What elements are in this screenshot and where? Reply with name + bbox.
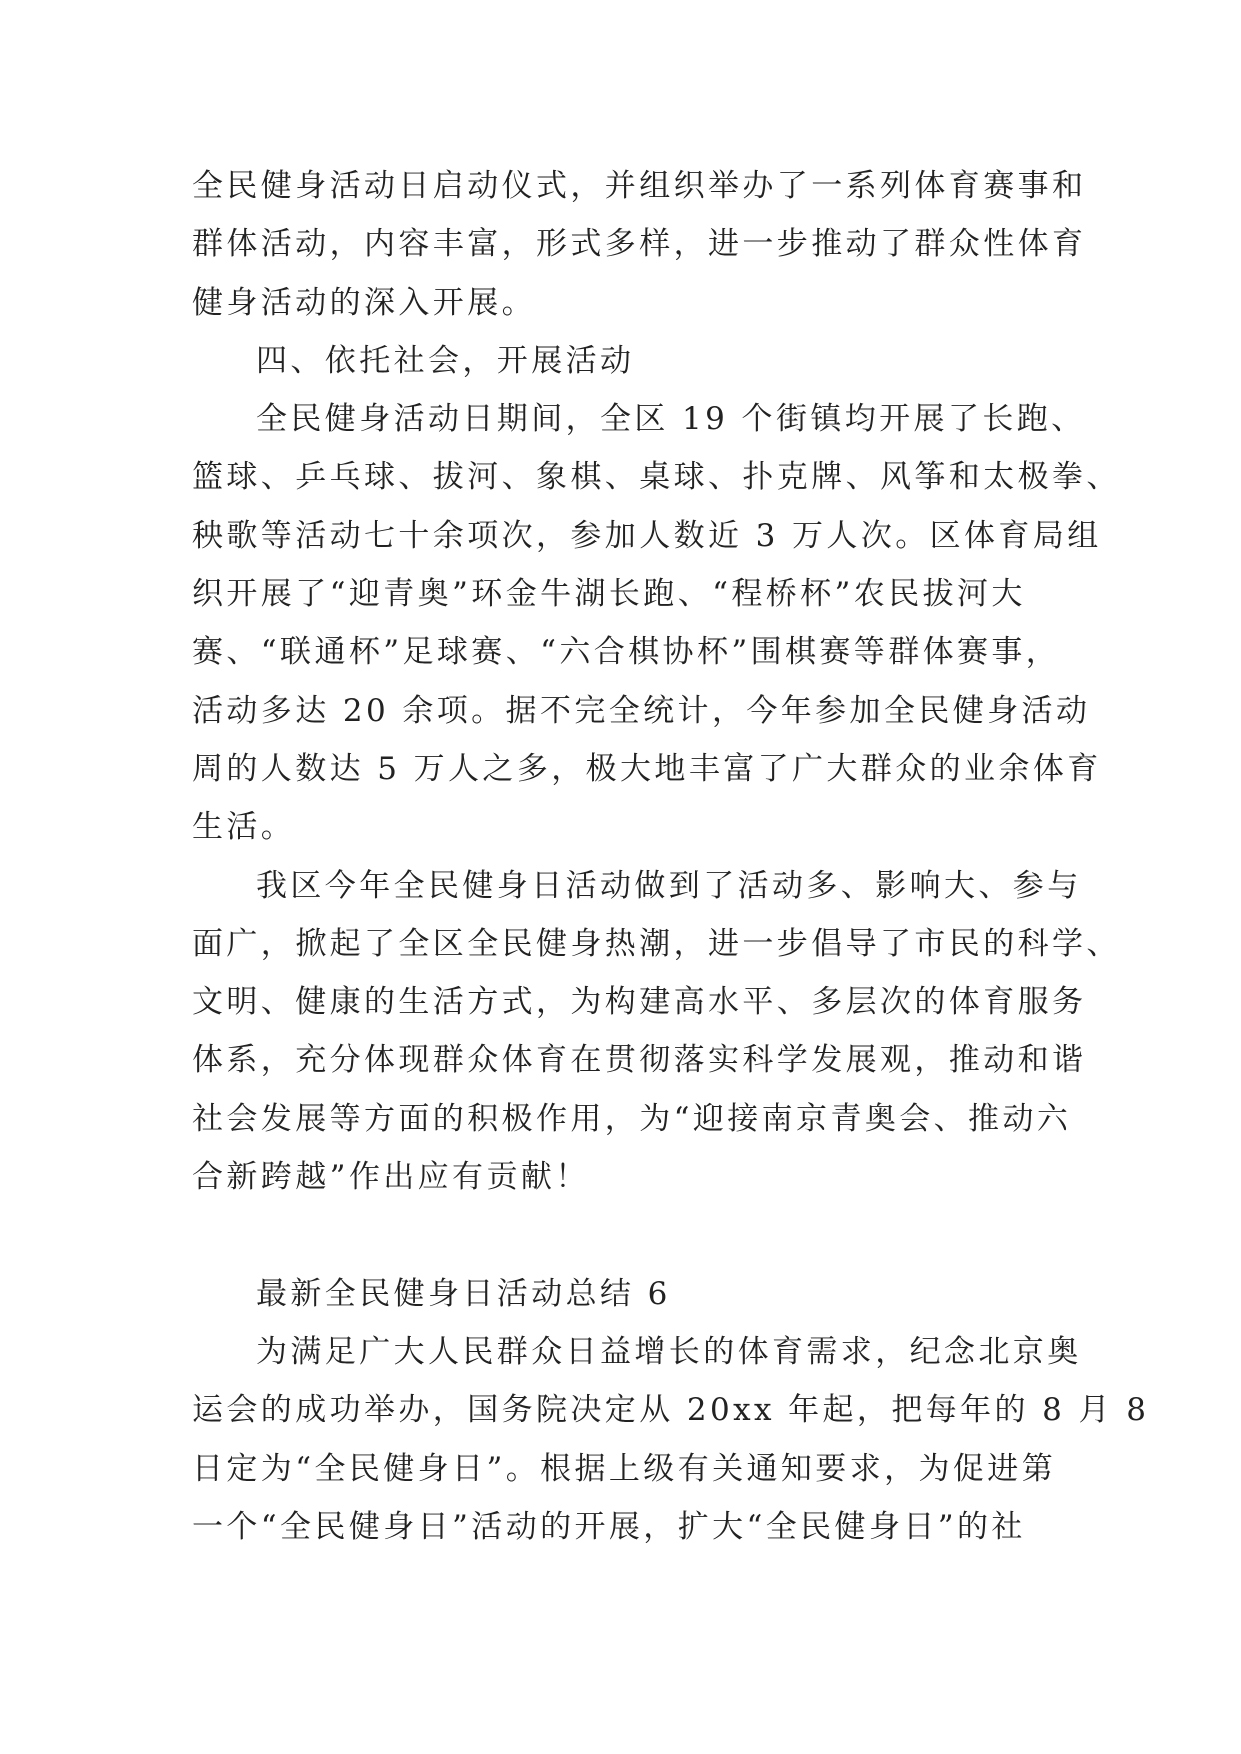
paragraph-line: 社会发展等方面的积极作用，为“迎接南京青奥会、推动六 — [192, 1100, 1072, 1137]
paragraph-line: 全民健身活动日期间，全区 19 个街镇均开展了长跑、 — [256, 401, 1086, 438]
paragraph-line: 赛、“联通杯”足球赛、“六合棋协杯”围棋赛等群体赛事， — [192, 634, 1061, 671]
paragraph-line: 为满足广大人民群众日益增长的体育需求，纪念北京奥 — [256, 1333, 1082, 1370]
paragraph-line: 篮球、乒乓球、拔河、象棋、桌球、扑克牌、风筝和太极拳、 — [192, 459, 1121, 496]
paragraph-line: 面广，掀起了全区全民健身热潮，进一步倡导了市民的科学、 — [192, 925, 1121, 962]
section-title: 最新全民健身日活动总结 6 — [256, 1275, 671, 1312]
paragraph-line: 我区今年全民健身日活动做到了活动多、影响大、参与 — [256, 867, 1082, 904]
blank-gap — [192, 1206, 1074, 1264]
paragraph-line: 文明、健康的生活方式，为构建高水平、多层次的体育服务 — [192, 984, 1087, 1021]
paragraph-line: 周的人数达 5 万人之多，极大地丰富了广大群众的业余体育 — [192, 750, 1102, 787]
paragraph-line: 群体活动，内容丰富，形式多样，进一步推动了群众性体育 — [192, 226, 1087, 263]
paragraph-line: 一个“全民健身日”活动的开展，扩大“全民健身日”的社 — [192, 1508, 1026, 1545]
paragraph-line: 体系，充分体现群众体育在贯彻落实科学发展观，推动和谐 — [192, 1042, 1087, 1079]
section-heading-four: 四、依托社会，开展活动 — [256, 342, 635, 379]
paragraph-line: 秧歌等活动七十余项次，参加人数近 3 万人次。区体育局组 — [192, 517, 1102, 554]
paragraph-line: 健身活动的深入开展。 — [192, 284, 536, 321]
paragraph-line: 合新跨越”作出应有贡献！ — [192, 1159, 590, 1196]
paragraph-line: 生活。 — [192, 809, 296, 846]
paragraph-line: 全民健身活动日启动仪式，并组织举办了一系列体育赛事和 — [192, 168, 1087, 204]
paragraph-line: 日定为“全民健身日”。根据上级有关通知要求，为促进第 — [192, 1450, 1057, 1487]
paragraph-line: 运会的成功举办，国务院决定从 20xx 年起，把每年的 8 月 8 — [192, 1392, 1150, 1429]
paragraph-line: 织开展了“迎青奥”环金牛湖长跑、“程桥杯”农民拔河大 — [192, 576, 1026, 613]
document-body — [192, 157, 1150, 1556]
paragraph-line: 活动多达 20 余项。据不完全统计，今年参加全民健身活动 — [192, 692, 1091, 729]
